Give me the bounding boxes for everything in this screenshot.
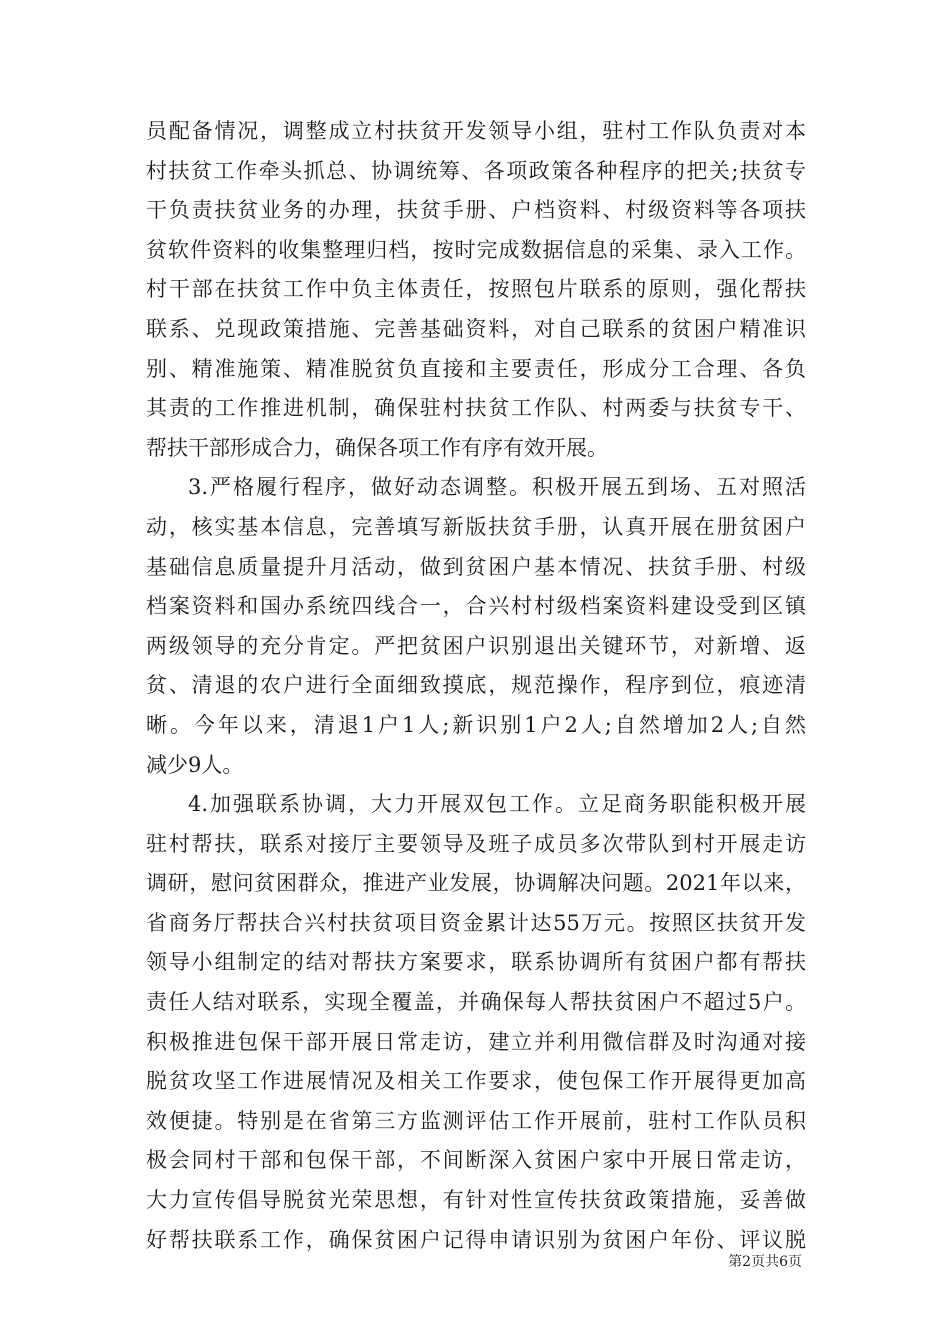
text-line: 脱贫攻坚工作进展情况及相关工作要求，使包保工作开展得更加高 — [146, 1069, 806, 1094]
text-line: 好帮扶联系工作，确保贫困户记得申请识别为贫困户年份、评议脱 — [146, 1227, 806, 1252]
text-line: 极会同村干部和包保干部，不间断深入贫困户家中开展日常走访， — [146, 1148, 806, 1173]
text-line: 干负责扶贫业务的办理，扶贫手册、户档资料、村级资料等各项扶 — [146, 198, 806, 223]
text-line: 省商务厅帮扶合兴村扶贫项目资金累计达55万元。按照区扶贫开发 — [146, 910, 806, 935]
text-line: 贫、清退的农户进行全面细致摸底，规范操作，程序到位，痕迹清 — [146, 673, 806, 698]
text-line: 领导小组制定的结对帮扶方案要求，联系协调所有贫困户都有帮扶 — [146, 950, 806, 975]
text-line: 帮扶干部形成合力，确保各项工作有序有效开展。 — [146, 435, 608, 460]
text-line: 村扶贫工作牵头抓总、协调统筹、各项政策各种程序的把关;扶贫专 — [146, 158, 806, 183]
text-line: 大力宣传倡导脱贫光荣思想，有针对性宣传扶贫政策措施，妥善做 — [146, 1188, 806, 1213]
text-line: 责任人结对联系，实现全覆盖，并确保每人帮扶贫困户不超过5户。 — [146, 990, 806, 1015]
paragraph-coordination — [146, 785, 806, 1260]
text-line: 动，核实基本信息，完善填写新版扶贫手册，认真开展在册贫困户 — [146, 514, 806, 539]
page-number: 第2页共6页 — [728, 1254, 802, 1270]
text-line: 减少9人。 — [146, 752, 244, 777]
text-line: 其责的工作推进机制，确保驻村扶贫工作队、村两委与扶贫专干、 — [146, 396, 806, 421]
paragraph-procedure — [146, 468, 806, 785]
text-line: 4.加强联系协调，大力开展双包工作。立足商务职能积极开展 — [188, 792, 806, 817]
text-line: 晰。今年以来，清退1户1人;新识别1户2人;自然增加2人;自然 — [146, 712, 806, 737]
document-body — [146, 112, 806, 1260]
text-line: 联系、兑现政策措施、完善基础资料，对自己联系的贫困户精准识 — [146, 316, 806, 341]
paragraph-staffing — [146, 112, 806, 468]
text-line: 贫软件资料的收集整理归档，按时完成数据信息的采集、录入工作。 — [146, 237, 806, 262]
text-line: 档案资料和国办系统四线合一，合兴村村级档案资料建设受到区镇 — [146, 594, 806, 619]
text-line: 基础信息质量提升月活动，做到贫困户基本情况、扶贫手册、村级 — [146, 554, 806, 579]
text-line: 两级领导的充分肯定。严把贫困户识别退出关键环节，对新增、返 — [146, 633, 806, 658]
text-line: 村干部在扶贫工作中负主体责任，按照包片联系的原则，强化帮扶 — [146, 277, 806, 302]
text-line: 3.严格履行程序，做好动态调整。积极开展五到场、五对照活 — [188, 475, 806, 500]
text-line: 驻村帮扶，联系对接厅主要领导及班子成员多次带队到村开展走访 — [146, 831, 806, 856]
text-line: 积极推进包保干部开展日常走访，建立并利用微信群及时沟通对接 — [146, 1029, 806, 1054]
text-line: 别、精准施策、精准脱贫负直接和主要责任，形成分工合理、各负 — [146, 356, 806, 381]
text-line: 效便捷。特别是在省第三方监测评估工作开展前，驻村工作队员积 — [146, 1108, 806, 1133]
text-line: 员配备情况，调整成立村扶贫开发领导小组，驻村工作队负责对本 — [146, 119, 806, 143]
text-line: 调研，慰问贫困群众，推进产业发展，协调解决问题。2021年以来， — [146, 871, 806, 896]
